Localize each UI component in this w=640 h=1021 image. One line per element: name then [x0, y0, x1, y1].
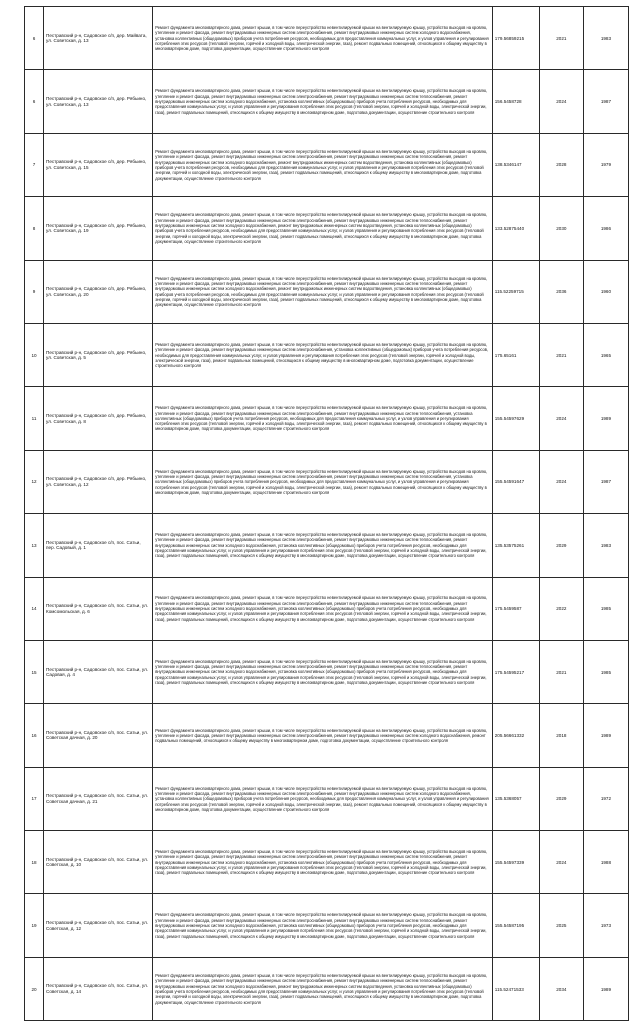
row-number: 18: [25, 831, 44, 894]
cost-cell: 155.54591647: [492, 450, 539, 513]
address-cell: Пестравский р-н, Садовское с/п, дер. Рябьино, ул. Советская, д. 8: [44, 387, 153, 450]
build-year-cell: 1979: [583, 133, 628, 196]
build-year-cell: 1983: [583, 514, 628, 577]
works-cell: Ремонт фундамента многоквартирного дома, ремонт крыши, в том числе переустройство невентилируемой крыши на вентилируемую крышу, устройство выходов на кровлю, утепление и ремонт фасада, ремонт внутридомовых инженерных систем электроснабжения, ремонт внутридомовых инженерных систем холодного водоснабжения, ремонт подвальных помещений, относящихся к общему имуществу в многоквартирном доме, подготовка документации, осуществление строительного контроля: [153, 704, 493, 767]
address-cell: Пестравский р-н, Садовское с/п, пос. Сатьи, ул. Советская дачная, д. 21: [44, 767, 153, 830]
repair-year-cell: 2036: [539, 260, 583, 323]
table-row: [25, 894, 629, 957]
works-cell: Ремонт фундамента многоквартирного дома, ремонт крыши, в том числе переустройство невентилируемой крыши на вентилируемую крышу, устройство выходов на кровлю, утепление и ремонт фасада, ремонт внутридомовых инженерных систем электроснабжения, ремонт внутридомовых инженерных систем теплоснабжения, ремонт внутридомовых инженерных систем холодного водоснабжения, ремонт внутридомовых инженерных систем водоотведения, установка коллективных (общедомовых) приборов учета потребления ресурсов, необходимых для предоставления коммунальных услуг, и узлов управления и регулирования потребления этих ресурсов (тепловой энергии, горячей и холодной воды, электрической энергии, газа), ремонт подвальных помещений, относящихся к общему имуществу в многоквартирном доме, подготовка документации, осуществление строительного контроля: [153, 260, 493, 323]
table-row: [25, 197, 629, 260]
table-row: [25, 640, 629, 703]
table-row: [25, 514, 629, 577]
address-cell: Пестравский р-н, Садовское с/п, пос. Сатьи, ул. Советская, д. 12: [44, 894, 153, 957]
table-body: [25, 7, 629, 1021]
table-row: [25, 957, 629, 1020]
repair-year-cell: 2024: [539, 450, 583, 513]
address-cell: Пестравский р-н, Садовское с/п, дер. Рябьино, ул. Советская, д. 13: [44, 70, 153, 133]
cost-cell: 175.5459587: [492, 577, 539, 640]
works-cell: Ремонт фундамента многоквартирного дома, ремонт крыши, в том числе переустройство невентилируемой крыши на вентилируемую крышу, устройство выходов на кровлю, утепление и ремонт фасада, ремонт внутридомовых инженерных систем электроснабжения, ремонт внутридомовых инженерных систем теплоснабжения, ремонт внутридомовых инженерных систем холодного водоснабжения, установка коллективных (общедомовых) приборов учета потребления ресурсов, необходимых для предоставления коммунальных услуг, и узлов управления и регулирования потребления этих ресурсов (тепловой энергии, горячей и холодной воды, электрической энергии, газа), ремонт подвальных помещений, относящихся к общему имуществу в многоквартирном доме, подготовка документации, осуществление строительного контроля: [153, 640, 493, 703]
address-cell: Пестравский р-н, Садовское с/п, дер. Рябьино, ул. Советская, д. 12: [44, 450, 153, 513]
repair-year-cell: 2021: [539, 323, 583, 386]
repair-register-table: [24, 6, 629, 1021]
build-year-cell: 1985: [583, 577, 628, 640]
row-number: 17: [25, 767, 44, 830]
build-year-cell: 1989: [583, 957, 628, 1020]
address-cell: Пестравский р-н, Садовское с/п, пос. Сатьи, ул. Садовая, д. 4: [44, 640, 153, 703]
address-cell: Пестравский р-н, Садовское с/п, дер. Майвата, ул. Советская, д. 13: [44, 7, 153, 70]
cost-cell: 135.53575261: [492, 514, 539, 577]
table-row: [25, 323, 629, 386]
address-cell: Пестравский р-н, Садовское с/п, пос. Сатьи, ул. Советская дачная, д. 20: [44, 704, 153, 767]
build-year-cell: 1987: [583, 70, 628, 133]
build-year-cell: 1988: [583, 831, 628, 894]
works-cell: Ремонт фундамента многоквартирного дома, ремонт крыши, в том числе переустройство невентилируемой крыши на вентилируемую крышу, устройство выходов на кровлю, утепление и ремонт фасада, ремонт внутридомовых инженерных систем электроснабжения, ремонт внутридомовых инженерных систем теплоснабжения, ремонт внутридомовых инженерных систем холодного водоснабжения, ремонт внутридомовых инженерных систем водоотведения, установка коллективных (общедомовых) приборов учета потребления ресурсов, необходимых для предоставления коммунальных услуг, и узлов управления и регулирования потребления этих ресурсов (тепловой энергии, горячей и холодной воды, электрической энергии, газа), ремонт подвальных помещений, относящихся к общему имуществу в многоквартирном доме, подготовка документации, осуществление строительного контроля: [153, 957, 493, 1020]
cost-cell: 205.56661332: [492, 704, 539, 767]
works-cell: Ремонт фундамента многоквартирного дома, ремонт крыши, в том числе переустройство невентилируемой крыши на вентилируемую крышу, устройство выходов на кровлю, утепление и ремонт фасада, ремонт внутридомовых инженерных систем электроснабжения, ремонт внутридомовых инженерных систем теплоснабжения, ремонт внутридомовых инженерных систем холодного водоснабжения, ремонт внутридомовых инженерных систем водоотведения, установка коллективных (общедомовых) приборов учета потребления ресурсов, необходимых для предоставления коммунальных услуг, и узлов управления и регулирования потребления этих ресурсов (тепловой энергии, горячей и холодной воды, электрической энергии, газа), ремонт подвальных помещений, относящихся к общему имуществу в многоквартирном доме, подготовка документации, осуществление строительного контроля: [153, 197, 493, 260]
row-number: 7: [25, 133, 44, 196]
row-number: 6: [25, 7, 44, 70]
address-cell: Пестравский р-н, Садовское с/п, пос. Сатьи, ул. Советская, д. 14: [44, 957, 153, 1020]
table-row: [25, 767, 629, 830]
table-row: [25, 831, 629, 894]
repair-year-cell: 2021: [539, 7, 583, 70]
works-cell: Ремонт фундамента многоквартирного дома, ремонт крыши, в том числе переустройство невентилируемой крыши на вентилируемую крышу, устройство выходов на кровлю, утепление и ремонт фасада, ремонт внутридомовых инженерных систем электроснабжения, ремонт внутридомовых инженерных систем теплоснабжения, установка коллективных (общедомовых) приборов учета потребления ресурсов, необходимых для предоставления коммунальных услуг, и узлов управления и регулирования потребления этих ресурсов (тепловой энергии, горячей и холодной воды, электрической энергии, газа), ремонт подвальных помещений, относящихся к общему имуществу в многоквартирном доме, подготовка документации, осуществление строительного контроля: [153, 450, 493, 513]
build-year-cell: 1960: [583, 260, 628, 323]
repair-year-cell: 2024: [539, 70, 583, 133]
works-cell: Ремонт фундамента многоквартирного дома, ремонт крыши, в том числе переустройство невентилируемой крыши на вентилируемую крышу, устройство выходов на кровлю, утепление и ремонт фасада, ремонт внутридомовых инженерных систем электроснабжения, ремонт внутридомовых инженерных систем холодного водоснабжения, установка коллективных (общедомовых) приборов учета потребления ресурсов, необходимых для предоставления коммунальных услуг, и узлов управления и регулирования потребления этих ресурсов (тепловой энергии, горячей и холодной воды, электрической энергии, газа), ремонт подвальных помещений, относящихся к общему имуществу в многоквартирном доме, подготовка документации, осуществление строительного контроля: [153, 767, 493, 830]
row-number: 8: [25, 197, 44, 260]
works-cell: Ремонт фундамента многоквартирного дома, ремонт крыши, в том числе переустройство невентилируемой крыши на вентилируемую крышу, устройство выходов на кровлю, утепление и ремонт фасада, ремонт внутридомовых инженерных систем электроснабжения, ремонт внутридомовых инженерных систем теплоснабжения, ремонт внутридомовых инженерных систем холодного водоснабжения, ремонт внутридомовых инженерных систем водоотведения, установка коллективных (общедомовых) приборов учета потребления ресурсов, необходимых для предоставления коммунальных услуг, и узлов управления и регулирования потребления этих ресурсов (тепловой энергии, горячей и холодной воды, электрической энергии, газа), ремонт подвальных помещений, относящихся к общему имуществу в многоквартирном доме, подготовка документации, осуществление строительного контроля: [153, 133, 493, 196]
row-number: 19: [25, 894, 44, 957]
build-year-cell: 1983: [583, 7, 628, 70]
table-row: [25, 70, 629, 133]
row-number: 16: [25, 704, 44, 767]
row-number: 15: [25, 640, 44, 703]
row-number: 20: [25, 957, 44, 1020]
cost-cell: 155.54587195: [492, 894, 539, 957]
address-cell: Пестравский р-н, Садовское с/п, дер. Рябьино, ул. Советская, д. 15: [44, 133, 153, 196]
works-cell: Ремонт фундамента многоквартирного дома, ремонт крыши, в том числе переустройство невентилируемой крыши на вентилируемую крышу, устройство выходов на кровлю, утепление и ремонт фасада, ремонт внутридомовых инженерных систем электроснабжения, ремонт внутридомовых инженерных систем теплоснабжения, ремонт внутридомовых инженерных систем холодного водоснабжения, установка коллективных (общедомовых) приборов учета потребления ресурсов, необходимых для предоставления коммунальных услуг, и узлов управления и регулирования потребления этих ресурсов (тепловой энергии, горячей и холодной воды, электрической энергии, газа), ремонт подвальных помещений, относящихся к общему имуществу в многоквартирном доме, подготовка документации, осуществление строительного контроля: [153, 894, 493, 957]
works-cell: Ремонт фундамента многоквартирного дома, ремонт крыши, в том числе переустройство невентилируемой крыши на вентилируемую крышу, устройство выходов на кровлю, утепление и ремонт фасада, ремонт внутридомовых инженерных систем электроснабжения, ремонт внутридомовых инженерных систем теплоснабжения, ремонт внутридомовых инженерных систем холодного водоснабжения, установка коллективных (общедомовых) приборов учета потребления ресурсов, необходимых для предоставления коммунальных услуг, и узлов управления и регулирования потребления этих ресурсов (тепловой энергии, горячей и холодной воды, электрической энергии, газа), ремонт подвальных помещений, относящихся к общему имуществу в многоквартирном доме, подготовка документации, осуществление строительного контроля: [153, 831, 493, 894]
cost-cell: 138.5346147: [492, 133, 539, 196]
repair-year-cell: 2024: [539, 387, 583, 450]
row-number: 12: [25, 450, 44, 513]
works-cell: Ремонт фундамента многоквартирного дома, ремонт крыши, в том числе переустройство невентилируемой крыши на вентилируемую крышу, устройство выходов на кровлю, утепление и ремонт фасада, ремонт внутридомовых инженерных систем электроснабжения, установка коллективных (общедомовых) приборов учета потребления ресурсов, необходимых для предоставления коммунальных услуг, и узлов управления и регулирования потребления этих ресурсов (тепловой энергии, горячей и холодной воды, электрической энергии, газа), ремонт подвальных помещений, относящихся к общему имуществу в многоквартирном доме, подготовка документации, осуществление строительного контроля: [153, 323, 493, 386]
build-year-cell: 1989: [583, 704, 628, 767]
build-year-cell: 1989: [583, 387, 628, 450]
table-row: [25, 7, 629, 70]
table-row: [25, 704, 629, 767]
cost-cell: 135.5368057: [492, 767, 539, 830]
table-row: [25, 387, 629, 450]
address-cell: Пестравский р-н, Садовское с/п, дер. Рябьино, ул. Советская, д. 19: [44, 197, 153, 260]
repair-year-cell: 2025: [539, 894, 583, 957]
repair-year-cell: 2021: [539, 640, 583, 703]
cost-cell: 155.54597629: [492, 387, 539, 450]
address-cell: Пестравский р-н, Садовское с/п, пос. Сатьи, пер. Садовый, д. 1: [44, 514, 153, 577]
works-cell: Ремонт фундамента многоквартирного дома, ремонт крыши, в том числе переустройство невентилируемой крыши на вентилируемую крышу, устройство выходов на кровлю, утепление и ремонт фасада, ремонт внутридомовых инженерных систем электроснабжения, ремонт внутридомовых инженерных систем теплоснабжения, установка коллективных (общедомовых) приборов учета потребления ресурсов, необходимых для предоставления коммунальных услуг, и узлов управления и регулирования потребления этих ресурсов (тепловой энергии, горячей и холодной воды, электрической энергии, газа), ремонт подвальных помещений, относящихся к общему имуществу в многоквартирном доме, подготовка документации, осуществление строительного контроля: [153, 387, 493, 450]
cost-cell: 175.54595217: [492, 640, 539, 703]
address-cell: Пестравский р-н, Садовское с/п, дер. Рябьино, ул. Советская, д. 20: [44, 260, 153, 323]
row-number: 10: [25, 323, 44, 386]
cost-cell: 179.56859215: [492, 7, 539, 70]
address-cell: Пестравский р-н, Садовское с/п, пос. Сатьи, ул. Комсомольская, д. 6: [44, 577, 153, 640]
repair-year-cell: 2024: [539, 831, 583, 894]
address-cell: Пестравский р-н, Садовское с/п, дер. Рябьино, ул. Советская, д. 5: [44, 323, 153, 386]
repair-year-cell: 2030: [539, 197, 583, 260]
cost-cell: 175.65161: [492, 323, 539, 386]
row-number: 13: [25, 514, 44, 577]
table-row: [25, 133, 629, 196]
repair-year-cell: 2028: [539, 133, 583, 196]
cost-cell: 156.5458728: [492, 70, 539, 133]
row-number: 14: [25, 577, 44, 640]
repair-year-cell: 2029: [539, 767, 583, 830]
cost-cell: 155.54597339: [492, 831, 539, 894]
build-year-cell: 1972: [583, 767, 628, 830]
row-number: 9: [25, 260, 44, 323]
build-year-cell: 1973: [583, 894, 628, 957]
works-cell: Ремонт фундамента многоквартирного дома, ремонт крыши, в том числе переустройство невентилируемой крыши на вентилируемую крышу, устройство выходов на кровлю, утепление и ремонт фасада, ремонт внутридомовых инженерных систем электроснабжения, ремонт внутридомовых инженерных систем теплоснабжения, ремонт внутридомовых инженерных систем холодного водоснабжения, установка коллективных (общедомовых) приборов учета потребления ресурсов, необходимых для предоставления коммунальных услуг, и узлов управления и регулирования потребления этих ресурсов (тепловой энергии, горячей и холодной воды, электрической энергии, газа), ремонт подвальных помещений, относящихся к общему имуществу в многоквартирном доме, подготовка документации, осуществление строительного контроля: [153, 70, 493, 133]
repair-year-cell: 2029: [539, 514, 583, 577]
table-row: [25, 260, 629, 323]
build-year-cell: 1965: [583, 323, 628, 386]
table-row: [25, 577, 629, 640]
repair-year-cell: 2034: [539, 957, 583, 1020]
cost-cell: 115.52259715: [492, 260, 539, 323]
row-number: 11: [25, 387, 44, 450]
repair-year-cell: 2018: [539, 704, 583, 767]
works-cell: Ремонт фундамента многоквартирного дома, ремонт крыши, в том числе переустройство невентилируемой крыши на вентилируемую крышу, устройство выходов на кровлю, утепление и ремонт фасада, ремонт внутридомовых инженерных систем электроснабжения, ремонт внутридомовых инженерных систем теплоснабжения, ремонт внутридомовых инженерных систем холодного водоснабжения, установка коллективных (общедомовых) приборов учета потребления ресурсов, необходимых для предоставления коммунальных услуг, и узлов управления и регулирования потребления этих ресурсов (тепловой энергии, горячей и холодной воды, электрической энергии, газа), ремонт подвальных помещений, относящихся к общему имуществу в многоквартирном доме, подготовка документации, осуществление строительного контроля: [153, 514, 493, 577]
cost-cell: 133.52875440: [492, 197, 539, 260]
build-year-cell: 1987: [583, 450, 628, 513]
build-year-cell: 1986: [583, 197, 628, 260]
repair-year-cell: 2022: [539, 577, 583, 640]
works-cell: Ремонт фундамента многоквартирного дома, ремонт крыши, в том числе переустройство невентилируемой крыши на вентилируемую крышу, устройство выходов на кровлю, утепление и ремонт фасада, ремонт внутридомовых инженерных систем электроснабжения, ремонт внутридомовых инженерных систем теплоснабжения, ремонт внутридомовых инженерных систем холодного водоснабжения, установка коллективных (общедомовых) приборов учета потребления ресурсов, необходимых для предоставления коммунальных услуг, и узлов управления и регулирования потребления этих ресурсов (тепловой энергии, горячей и холодной воды, электрической энергии, газа), ремонт подвальных помещений, относящихся к общему имуществу в многоквартирном доме, подготовка документации, осуществление строительного контроля: [153, 577, 493, 640]
row-number: 6: [25, 70, 44, 133]
cost-cell: 115.52471533: [492, 957, 539, 1020]
table-row: [25, 450, 629, 513]
address-cell: Пестравский р-н, Садовское с/п, пос. Сатьи, ул. Советская, д. 10: [44, 831, 153, 894]
works-cell: Ремонт фундамента многоквартирного дома, ремонт крыши, в том числе переустройство невентилируемой крыши на вентилируемую крышу, устройство выходов на кровлю, утепление и ремонт фасада, ремонт внутридомовых инженерных систем электроснабжения, ремонт внутридомовых инженерных систем холодного водоснабжения, установка коллективных (общедомовых) приборов учета потребления ресурсов, необходимых для предоставления коммунальных услуг, и узлов управления и регулирования потребления этих ресурсов (тепловой энергии, горячей и холодной воды, электрической энергии, газа), ремонт подвальных помещений, относящихся к общему имуществу в многоквартирном доме, подготовка документации, осуществление строительного контроля: [153, 7, 493, 70]
build-year-cell: 1985: [583, 640, 628, 703]
